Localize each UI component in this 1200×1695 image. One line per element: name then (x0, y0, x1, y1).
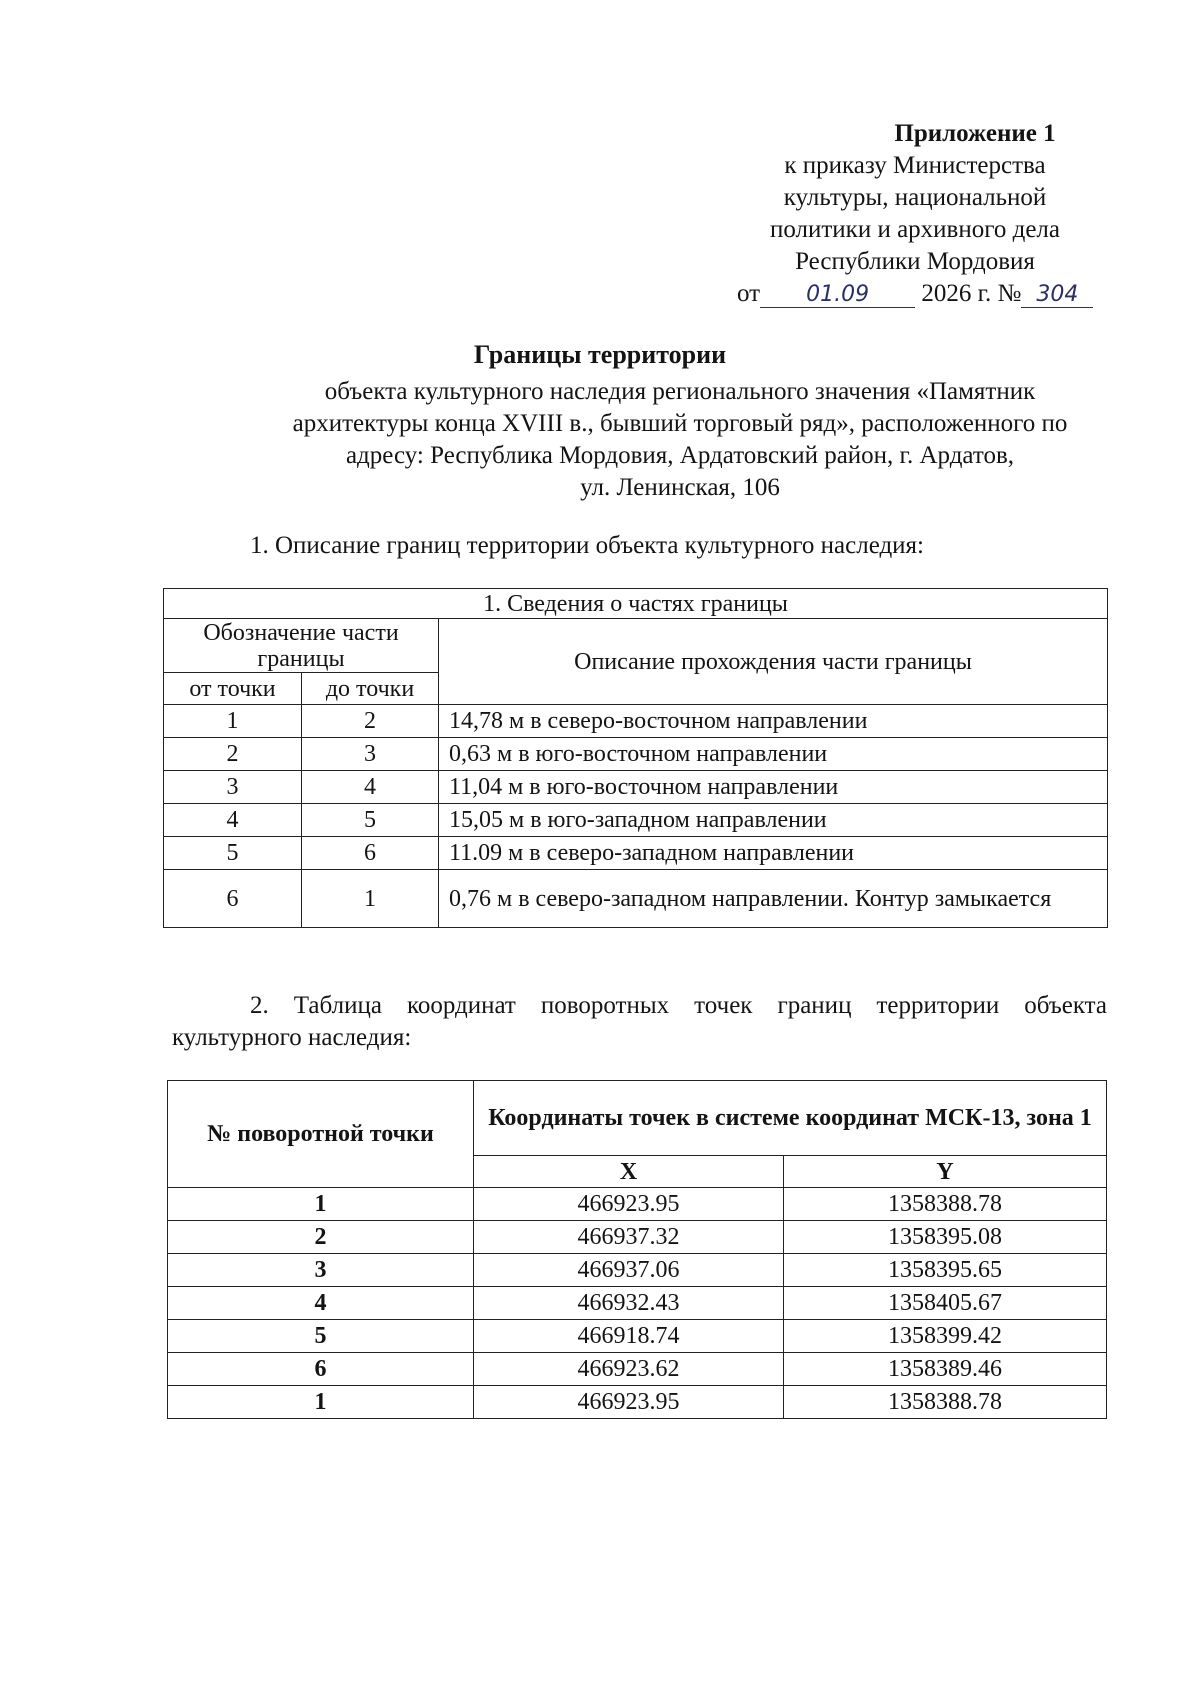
cell-y: 1358395.65 (784, 1254, 1107, 1287)
appendix-line: политики и архивного дела (769, 216, 1061, 243)
table-row (164, 738, 1108, 771)
cell-from: 5 (164, 837, 302, 870)
table-row (164, 771, 1108, 804)
subtitle-line: адресу: Республика Мордовия, Ардатовский район, г. Ардатов, (345, 442, 1015, 469)
cell-point: 4 (168, 1287, 474, 1320)
order-number-handwritten: 304 (1021, 282, 1093, 308)
order-prefix: от (737, 280, 761, 307)
cell-from: 6 (164, 870, 302, 928)
order-line (737, 280, 1093, 308)
order-year: 2026 г. № (921, 280, 1022, 307)
cell-x: 466937.06 (474, 1254, 784, 1287)
col-from-header: от точки (164, 673, 302, 705)
table-row (164, 804, 1108, 837)
cell-description: 0,76 м в северо-западном направлении. Контур замыкается (439, 870, 1108, 928)
cell-x: 466937.32 (474, 1221, 784, 1254)
col-to-header: до точки (302, 673, 439, 705)
appendix-title: Приложение 1 (894, 120, 1056, 147)
cell-x: 466923.95 (474, 1188, 784, 1221)
cell-point: 2 (168, 1221, 474, 1254)
col-x-header: X (474, 1156, 784, 1188)
table-row (168, 1353, 1107, 1386)
boundary-parts-table (163, 588, 1108, 928)
cell-to: 5 (302, 804, 439, 837)
subtitle-line: архитектуры конца XVIII в., бывший торговый ряд», расположенного по (292, 410, 1068, 437)
table-row (168, 1188, 1107, 1221)
cell-y: 1358389.46 (784, 1353, 1107, 1386)
appendix-line: к приказу Министерства (784, 152, 1046, 179)
cell-point: 6 (168, 1353, 474, 1386)
table-row (164, 837, 1108, 870)
cell-description: 15,05 м в юго-западном направлении (439, 804, 1108, 837)
table-row (164, 870, 1108, 928)
cell-from: 2 (164, 738, 302, 771)
col-coords-header: Координаты точек в системе координат МСК-13, зона 1 (474, 1081, 1107, 1156)
cell-x: 466932.43 (474, 1287, 784, 1320)
cell-description: 0,63 м в юго-восточном направлении (439, 738, 1108, 771)
appendix-header (700, 118, 1130, 278)
subtitle-line: объекта культурного наследия регионального значения «Памятник (324, 378, 1036, 405)
cell-to: 4 (302, 771, 439, 804)
col-description-header: Описание прохождения части границы (439, 619, 1108, 705)
cell-to: 3 (302, 738, 439, 771)
cell-description: 14,78 м в северо-восточном направлении (439, 705, 1108, 738)
cell-y: 1358388.78 (784, 1386, 1107, 1419)
col-y-header: Y (784, 1156, 1107, 1188)
table-row (168, 1254, 1107, 1287)
document-title: Границы территории (473, 340, 727, 369)
subtitle-line: ул. Ленинская, 106 (580, 474, 780, 501)
cell-y: 1358395.08 (784, 1221, 1107, 1254)
appendix-line: культуры, национальной (783, 184, 1047, 211)
cell-to: 6 (302, 837, 439, 870)
cell-point: 1 (168, 1386, 474, 1419)
table-row (168, 1221, 1107, 1254)
cell-y: 1358388.78 (784, 1188, 1107, 1221)
table-row (168, 1386, 1107, 1419)
cell-description: 11.09 м в северо-западном направлении (439, 837, 1108, 870)
appendix-line: Республики Мордовия (795, 248, 1035, 275)
order-date-handwritten: 01.09 (760, 282, 915, 308)
col-designation-header: Обозначение части границы (164, 619, 439, 673)
cell-point: 5 (168, 1320, 474, 1353)
section1-heading: 1. Описание границ территории объекта культурного наследия: (250, 532, 924, 559)
document-subtitle (240, 376, 1120, 504)
cell-point: 1 (168, 1188, 474, 1221)
cell-from: 1 (164, 705, 302, 738)
cell-x: 466923.95 (474, 1386, 784, 1419)
cell-point: 3 (168, 1254, 474, 1287)
table-row (168, 1320, 1107, 1353)
cell-from: 3 (164, 771, 302, 804)
cell-y: 1358405.67 (784, 1287, 1107, 1320)
table-caption: 1. Сведения о частях границы (164, 589, 1108, 619)
cell-to: 1 (302, 870, 439, 928)
section2-heading: 2. Таблица координат поворотных точек границ территории объекта культурного наследия: (172, 992, 1107, 1051)
cell-to: 2 (302, 705, 439, 738)
coordinates-table (167, 1080, 1107, 1419)
cell-y: 1358399.42 (784, 1320, 1107, 1353)
table-row (168, 1287, 1107, 1320)
cell-x: 466918.74 (474, 1320, 784, 1353)
cell-from: 4 (164, 804, 302, 837)
table-row (164, 705, 1108, 738)
cell-description: 11,04 м в юго-восточном направлении (439, 771, 1108, 804)
col-point-header: № поворотной точки (168, 1081, 474, 1188)
cell-x: 466923.62 (474, 1353, 784, 1386)
